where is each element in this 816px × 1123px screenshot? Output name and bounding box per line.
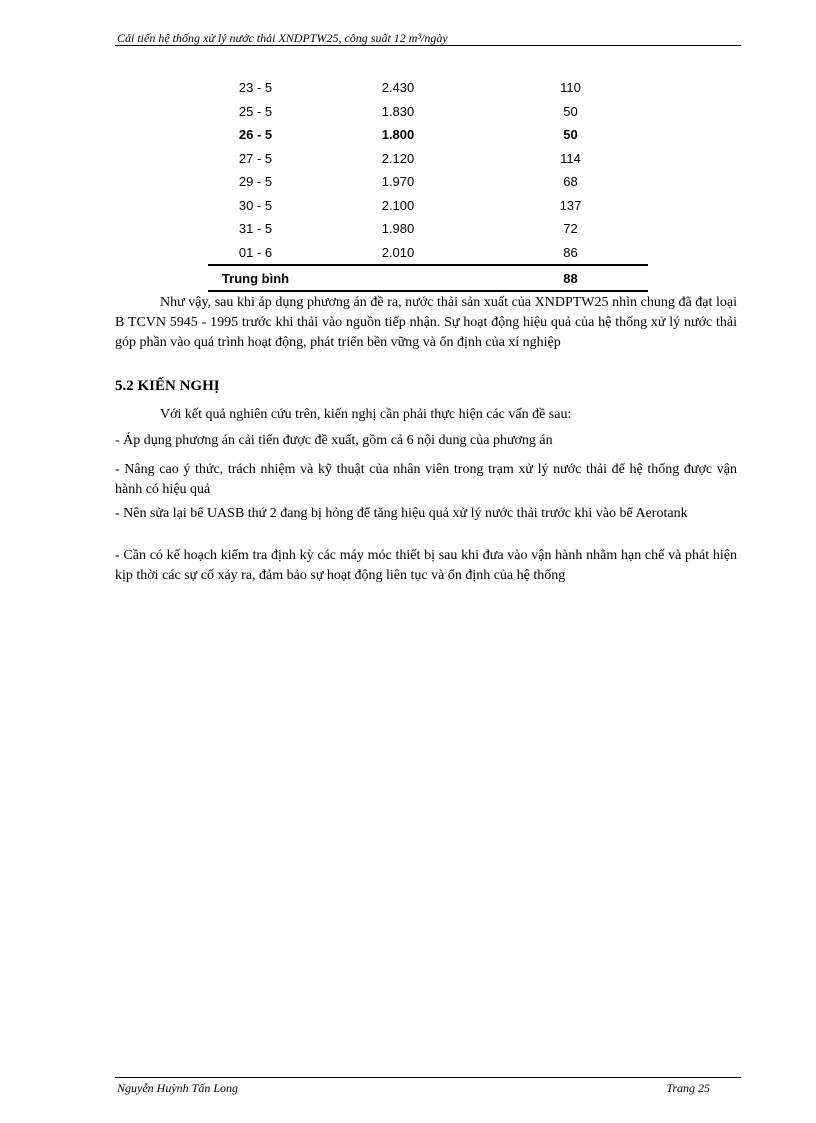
table-row [208,76,648,100]
date-cell: 23 - 5 [238,80,273,96]
value-cell: 2.120 [381,150,415,166]
date-cell: 01 - 6 [238,244,273,260]
conclusion-paragraph: Như vậy, sau khi áp dụng phương án đề ra, nước thải sản xuất của XNDPTW25 nhìn chung đã đạt loại B TCVN 5945 - 1995 trước khi thải vào nguồn tiếp nhận. Sự hoạt động hiệu quả của hệ thống xử lý nước thải góp phần vào quá trình hoạt động, phát triển bền vững và ổn định của xí nghiệp [115,295,737,350]
date-cell: 29 - 5 [238,174,273,190]
value-cell: 2.430 [381,80,415,96]
recommendation-item: - Nên sửa lại bể UASB thứ 2 đang bị hỏng để tăng hiệu quả xử lý nước thải trước khi vào bể Aerotank [115,506,688,521]
value-cell: 114 [560,150,581,166]
date-cell: 27 - 5 [238,150,273,166]
date-cell: 30 - 5 [238,197,273,213]
table-row [208,100,648,124]
date-cell: 26 - 5 [238,127,273,143]
value-cell: 1.830 [381,103,415,119]
recommendation-item: - Cần có kế hoạch kiểm tra định kỳ các máy móc thiết bị sau khi đưa vào vận hành nhằm hạn chế và phát hiện kịp thời các sự cố xảy ra, đảm bảo sự hoạt động liên tục và ổn định của hệ thống [115,548,737,583]
value-cell: 1.980 [381,221,415,237]
recommendation-item: - Nâng cao ý thức, trách nhiệm và kỹ thuật của nhân viên trong trạm xử lý nước thải để hệ thống được vận hành có hiệu quả [115,462,737,497]
value-cell: 50 [563,103,578,119]
date-cell: 31 - 5 [238,221,273,237]
value-cell: 1.970 [381,174,415,190]
value-cell: 72 [563,221,578,237]
section-heading: 5.2 KIẾN NGHỊ [115,378,220,394]
value-cell: 2.010 [381,244,415,260]
table-summary-row [208,265,648,291]
table-row-highlighted [208,123,648,147]
summary-label: Trung bình [208,265,303,291]
results-table [208,76,648,292]
header-divider [115,45,741,46]
section-intro: Với kết quả nghiên cứu trên, kiến nghị cần phải thực hiện các vấn đề sau: [160,407,572,422]
footer-divider [115,1077,741,1078]
date-cell: 25 - 5 [238,103,273,119]
value-cell: 2.100 [381,197,415,213]
value-cell: 86 [563,244,578,260]
recommendation-item: - Áp dụng phương án cải tiến được đề xuất, gồm cả 6 nội dung của phương án [115,433,553,448]
value-cell: 110 [560,80,581,96]
table-row [208,217,648,241]
summary-average-value: 88 [493,265,648,291]
value-cell: 68 [563,174,578,190]
table-row [208,241,648,266]
footer-author: Nguyễn Huỳnh Tấn Long [117,1081,238,1095]
summary-value-cell [303,265,493,291]
table-row [208,194,648,218]
page-number: Trang 25 [666,1081,710,1095]
value-cell: 50 [563,127,578,143]
value-cell: 137 [559,197,582,213]
value-cell: 1.800 [381,127,415,143]
table-row [208,170,648,194]
table-row [208,147,648,171]
running-header-title: Cải tiến hệ thống xử lý nước thải XNDPTW25, công suất 12 m³/ngày [117,31,448,45]
